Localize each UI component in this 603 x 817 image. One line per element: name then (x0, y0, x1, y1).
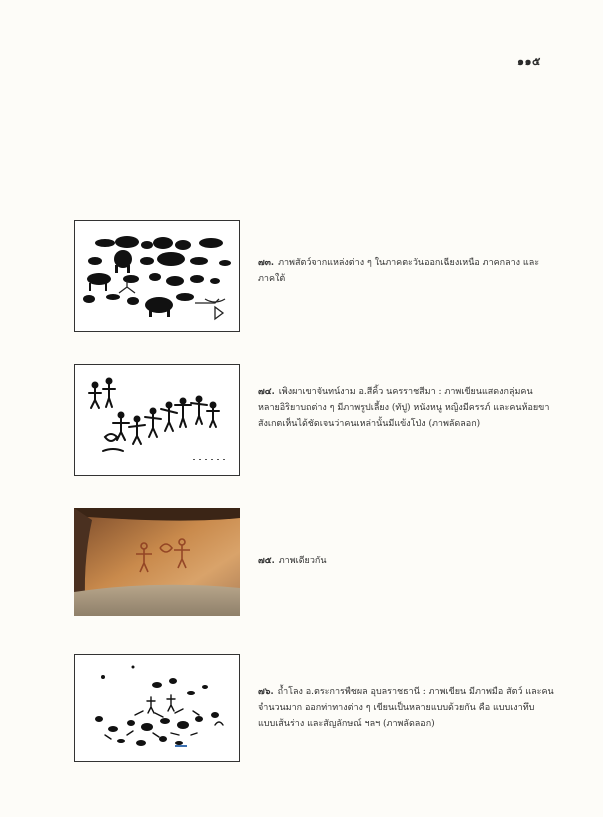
rock-art-photo (74, 508, 240, 616)
figure-number: ๗๓. (258, 258, 275, 268)
figure-number: ๗๖. (258, 687, 274, 697)
figure-caption-76 (258, 684, 554, 732)
human-figure-drawings-image (75, 365, 239, 475)
caption-text: ภาพเดียวกัน (278, 556, 327, 566)
figure-human-drawings (74, 364, 240, 476)
figure-caption-73 (258, 255, 554, 287)
page-number: ๑๑๕ (517, 55, 541, 68)
figure-cave-drawings (74, 654, 240, 762)
figure-number: ๗๕. (258, 556, 275, 566)
figure-rock-photo (74, 508, 240, 616)
caption-text: เพิงผาเขาจันทน์งาม อ.สีคิ้ว นครราชสีมา : ภาพเขียนแสดงกลุ่มคนหลายอิริยาบถต่าง ๆ มีภาพรูปเลี้ยง (ทัปู) หนังหนู หญิงมีครรภ์ และคนห้อยขา สังเกตเห็นได้ชัดเจนว่าคนเหล่านั้นมีแข้งโป่ง (ภาพลัดลอก) (258, 387, 550, 429)
caption-text: ถ้ำโลง อ.ตระการพืชผล อุบลราชธานี : ภาพเขียน มีภาพมือ สัตว์ และคนจำนวนมาก ออกท่าทางต่าง ๆ เขียนเป็นหลายแบบด้วยกัน คือ แบบเงาทึบ แบบเส้นร่าง และสัญลักษณ์ ฯลฯ (ภาพลัดลอก) (258, 687, 554, 729)
animal-drawings-image (75, 221, 239, 331)
figure-number: ๗๔. (258, 387, 275, 397)
caption-text: ภาพสัตว์จากแหล่งต่าง ๆ ในภาคตะวันออกเฉียงเหนือ ภาคกลาง และภาคใต้ (258, 258, 540, 284)
figure-animal-drawings (74, 220, 240, 332)
figure-caption-74 (258, 384, 554, 432)
cave-drawings-image (75, 655, 239, 761)
figure-caption-75 (258, 553, 554, 569)
